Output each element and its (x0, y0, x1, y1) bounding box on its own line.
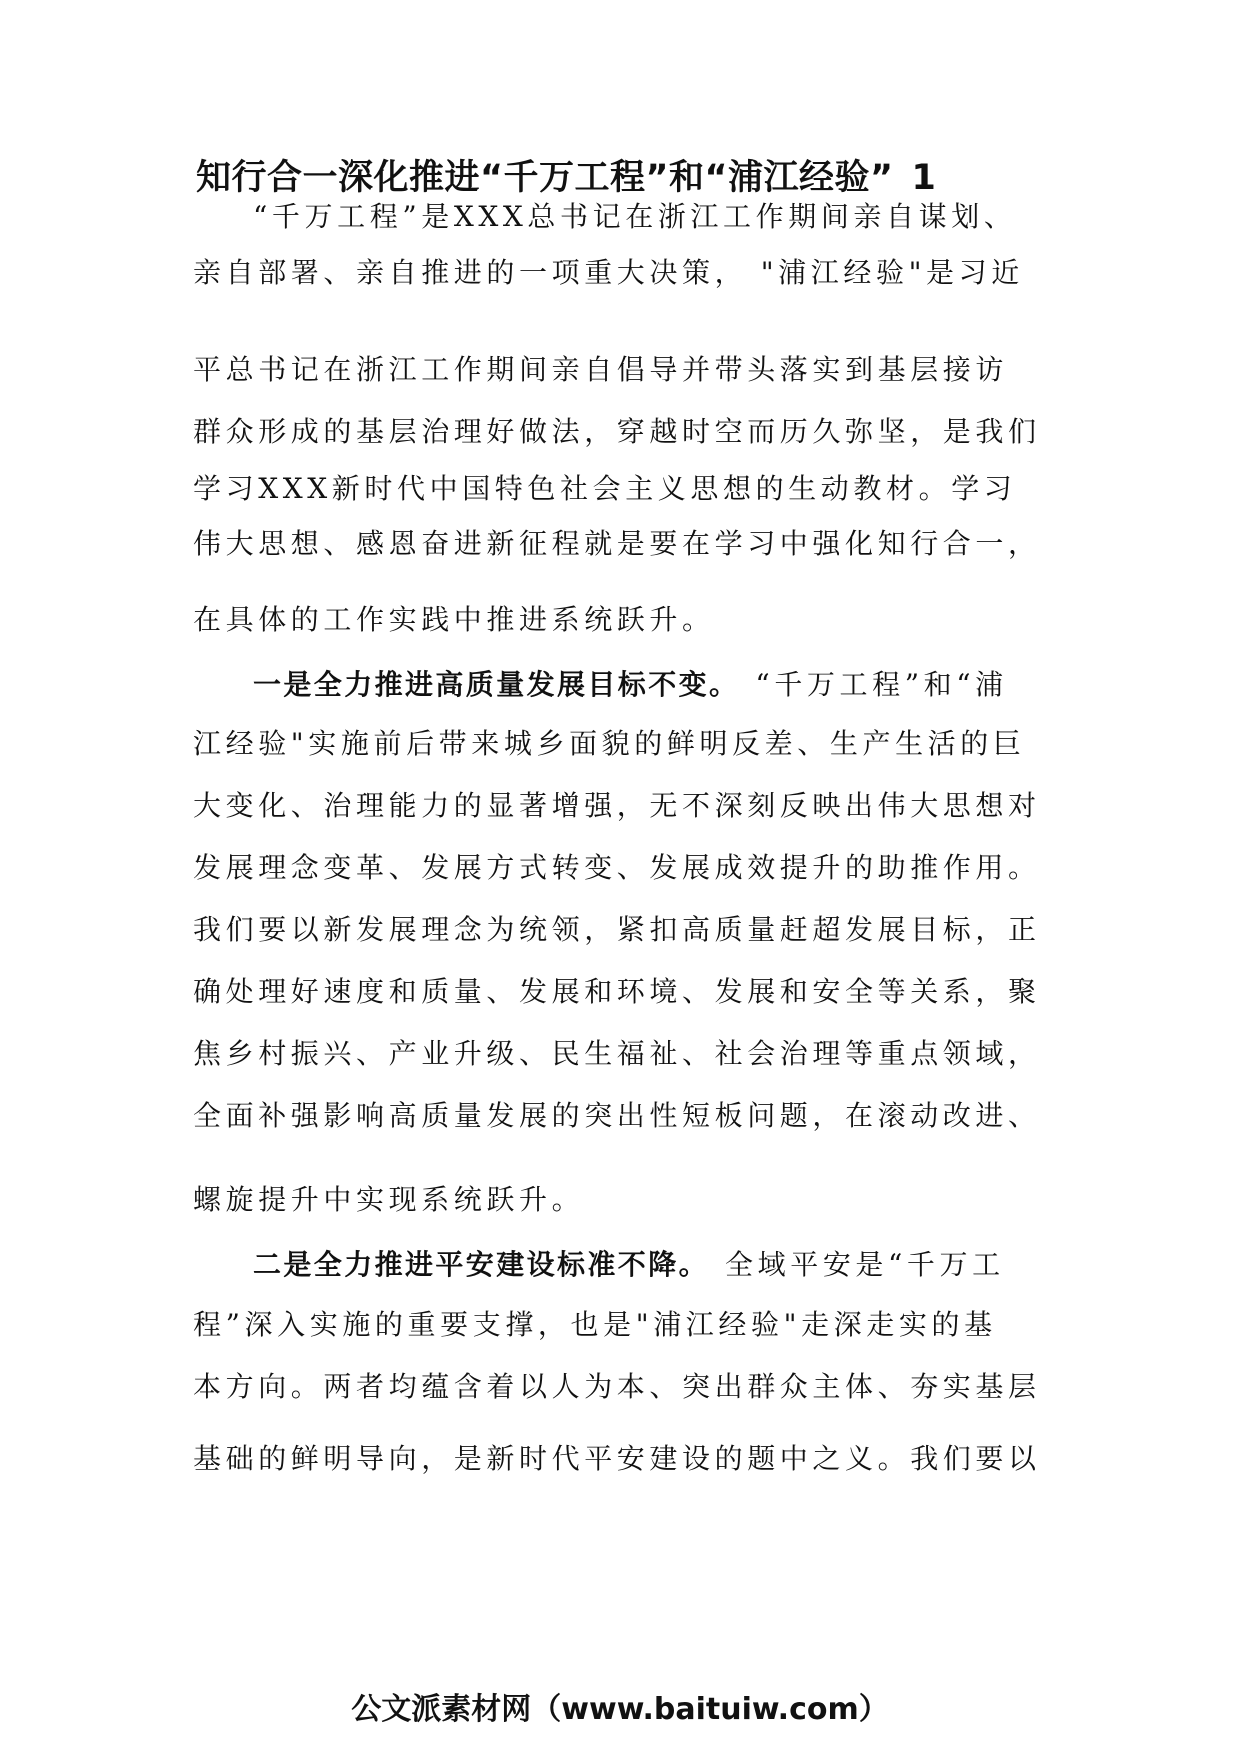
intro-line: 伟大思想、感恩奋进新征程就是要在学习中强化知行合一， (193, 527, 1041, 560)
section1-line: 江经验"实施前后带来城乡面貌的鲜明反差、生产生活的巨 (193, 727, 1026, 760)
title-text: 知行合一深化推进“千万工程”和“浦江经验” (196, 158, 894, 198)
section1-heading: 一是全力推进高质量发展目标不变。 (253, 668, 740, 701)
section2-line: 程”深入实施的重要支撑，也是"浦江经验"走深走实的基 (193, 1308, 997, 1341)
section1-line: 焦乡村振兴、产业升级、民生福祉、社会治理等重点领域， (193, 1037, 1041, 1070)
section1-line: 确处理好速度和质量、发展和环境、发展和安全等关系，聚 (193, 975, 1041, 1008)
intro-line: “千万工程”是XXX总书记在浙江工作期间亲自谋划、 (253, 200, 1017, 233)
intro-line: 平总书记在浙江工作期间亲自倡导并带头落实到基层接访 (193, 353, 1009, 386)
section2-first-line-rest: 全域平安是“千万工 (725, 1248, 1005, 1281)
title-number: 1 (911, 158, 937, 198)
section1-first-line-rest: “千万工程”和“浦 (755, 668, 1008, 701)
intro-line: 亲自部署、亲自推进的一项重大决策， "浦江经验"是习近 (193, 256, 1024, 289)
section1-line: 大变化、治理能力的显著增强，无不深刻反映出伟大思想对 (193, 789, 1041, 822)
intro-line: 在具体的工作实践中推进系统跃升。 (193, 603, 715, 636)
section2-heading: 二是全力推进平安建设标准不降。 (253, 1248, 710, 1281)
intro-line: 群众形成的基层治理好做法，穿越时空而历久弥坚，是我们 (193, 415, 1041, 448)
section1-line: 我们要以新发展理念为统领，紧扣高质量赶超发展目标，正 (193, 913, 1041, 946)
intro-line: 学习XXX新时代中国特色社会主义思想的生动教材。学习 (193, 472, 1017, 505)
section2-line: 基础的鲜明导向，是新时代平安建设的题中之义。我们要以 (193, 1442, 1041, 1475)
section1-line: 螺旋提升中实现系统跃升。 (193, 1183, 585, 1216)
section1-first-line (253, 665, 1008, 705)
document-title (196, 155, 1076, 201)
section1-line: 发展理念变革、发展方式转变、发展成效提升的助推作用。 (193, 851, 1041, 884)
section2-line: 本方向。两者均蕴含着以人为本、突出群众主体、夯实基层 (193, 1370, 1041, 1403)
section1-line: 全面补强影响高质量发展的突出性短板问题，在滚动改进、 (193, 1099, 1041, 1132)
section2-first-line (253, 1245, 1005, 1285)
footer-source: 公文派素材网（www.baituiw.com） (351, 1692, 889, 1727)
